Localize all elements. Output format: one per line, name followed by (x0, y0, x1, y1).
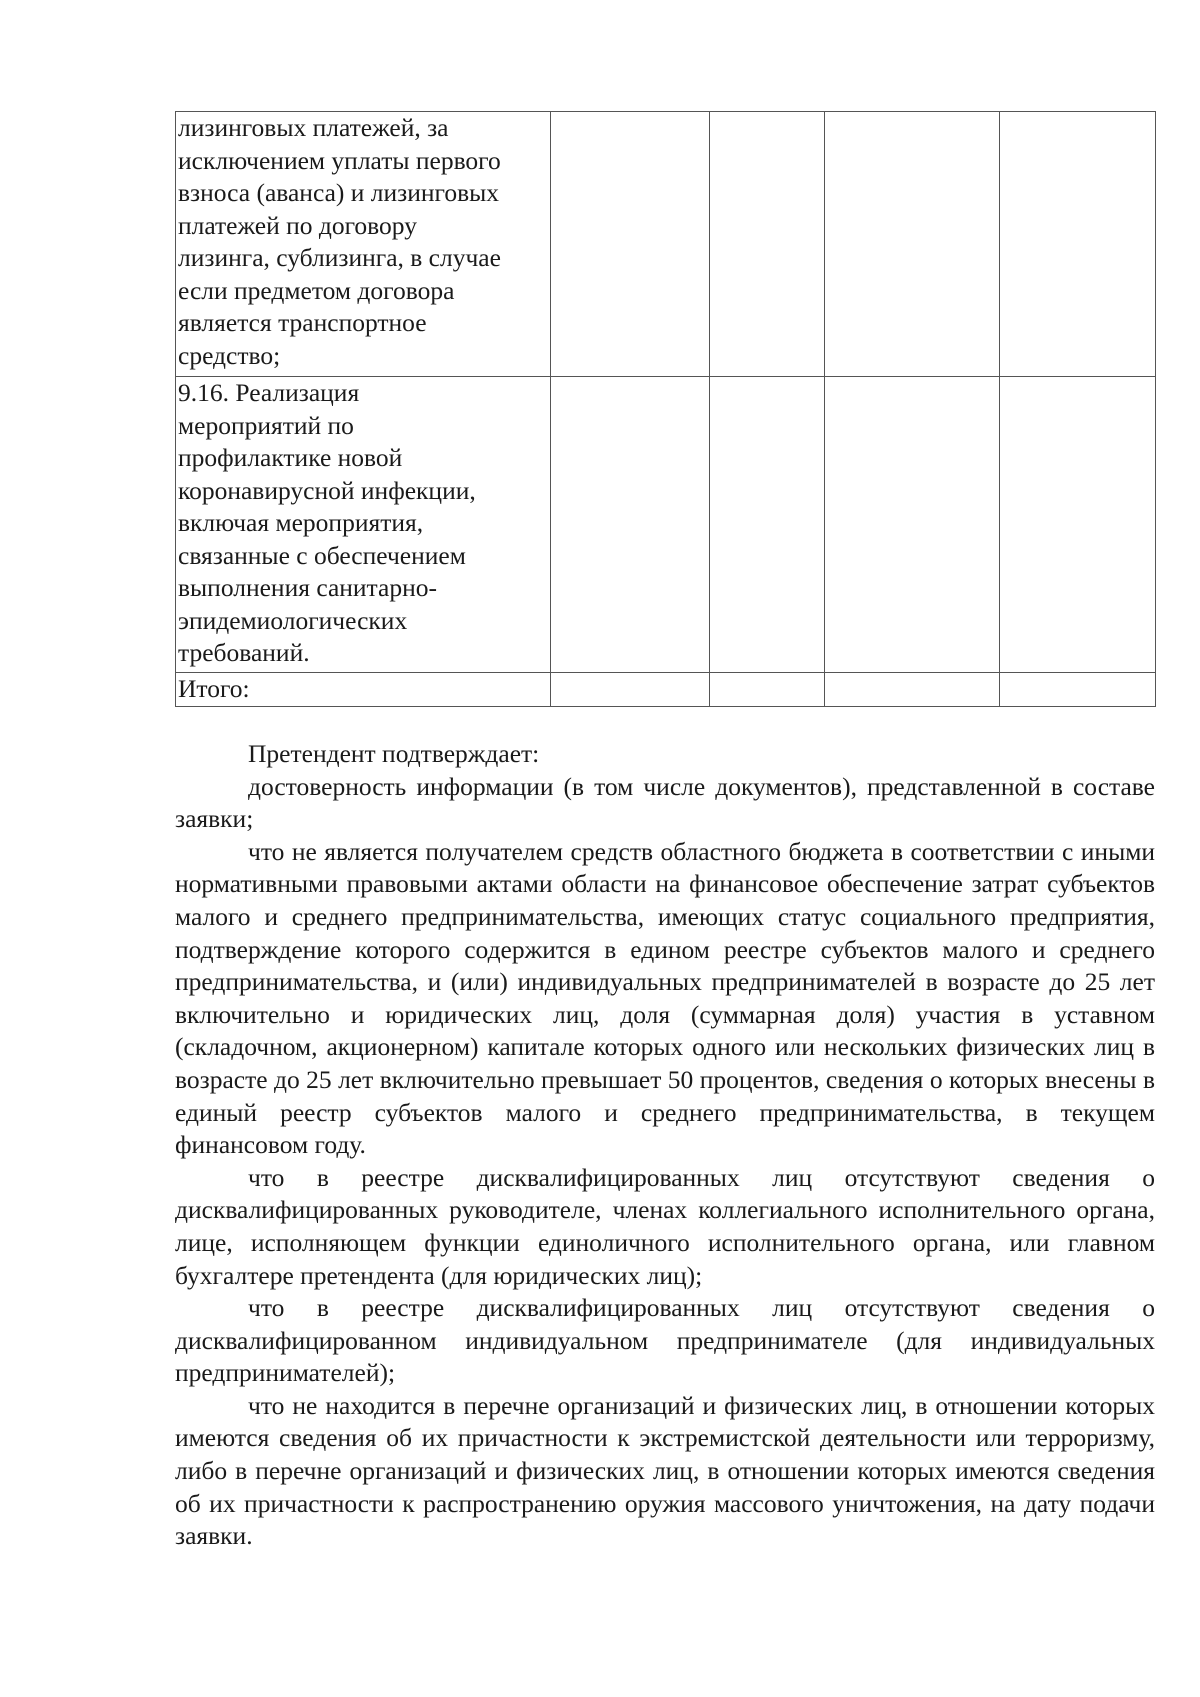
table-cell (1000, 112, 1156, 377)
table-cell (710, 377, 825, 673)
table-cell-label (176, 377, 551, 673)
table-row (176, 112, 1156, 377)
statement-paragraph: что не находится в перечне организаций и физических лиц, в отношении которых имеются сведения об их причастности к экстремистской деятельности или терроризму, либо в перечне организаций и физических лиц, в отношении которых имеются сведения об их причастности к распространению оружия массового уничтожения, на дату подачи заявки. (175, 1390, 1155, 1551)
table-cell (1000, 377, 1156, 673)
table-cell (825, 673, 1000, 707)
statement-paragraph: что в реестре дисквалифицированных лиц отсутствуют сведения о дисквалифицированных руководителе, членах коллегиального исполнительного органа, лице, исполняющем функции единоличного исполнительного органа, или главном бухгалтере претендента (для юридических лиц); (175, 1162, 1155, 1290)
statement-paragraph: что не является получателем средств областного бюджета в соответствии с иными нормативными правовыми актами области на финансовое обеспечение затрат субъектов малого и среднего предпринимательства, имеющих статус социального предприятия, подтверждение которого содержится в едином реестре субъектов малого и среднего предпринимательства, и (или) индивидуальных предпринимателей в возрасте до 25 лет включительно и юридических лиц, доля (суммарная доля) участия в уставном (складочном, акционерном) капитале которых одного или нескольких физических лиц в возрасте до 25 лет включительно превышает 50 процентов, сведения о которых внесены в единый реестр субъектов малого и среднего предпринимательства, в текущем финансовом году. (175, 836, 1155, 1160)
statement-block (175, 738, 1155, 1553)
table-cell-label (176, 112, 551, 377)
row-label: 9.16. Реализация мероприятий по профилактике новой коронавирусной инфекции, включая мероприятия, связанные с обеспечением выполнения санитарно- эпидемиологических требований. (178, 378, 476, 667)
table-cell (710, 673, 825, 707)
total-label: Итого: (178, 674, 250, 703)
statement-paragraph: достоверность информации (в том числе документов), представленной в составе заявки; (175, 771, 1155, 834)
table-cell (551, 673, 710, 707)
table-cell-label (176, 673, 551, 707)
statement-paragraph: что в реестре дисквалифицированных лиц отсутствуют сведения о дисквалифицированном индивидуальном предпринимателе (для индивидуальных предпринимателей); (175, 1293, 1155, 1388)
table-cell (551, 377, 710, 673)
cost-table (175, 111, 1156, 707)
table-row-total (176, 673, 1156, 707)
table-cell (825, 112, 1000, 377)
row-label: лизинговых платежей, за исключением уплаты первого взноса (аванса) и лизинговых платежей по договору лизинга, сублизинга, в случае если предметом договора является транспортное средство; (178, 113, 501, 370)
table-row (176, 377, 1156, 673)
statement-intro: Претендент подтверждает: (248, 739, 540, 768)
table-cell (1000, 673, 1156, 707)
table-cell (710, 112, 825, 377)
table-cell (551, 112, 710, 377)
table-cell (825, 377, 1000, 673)
